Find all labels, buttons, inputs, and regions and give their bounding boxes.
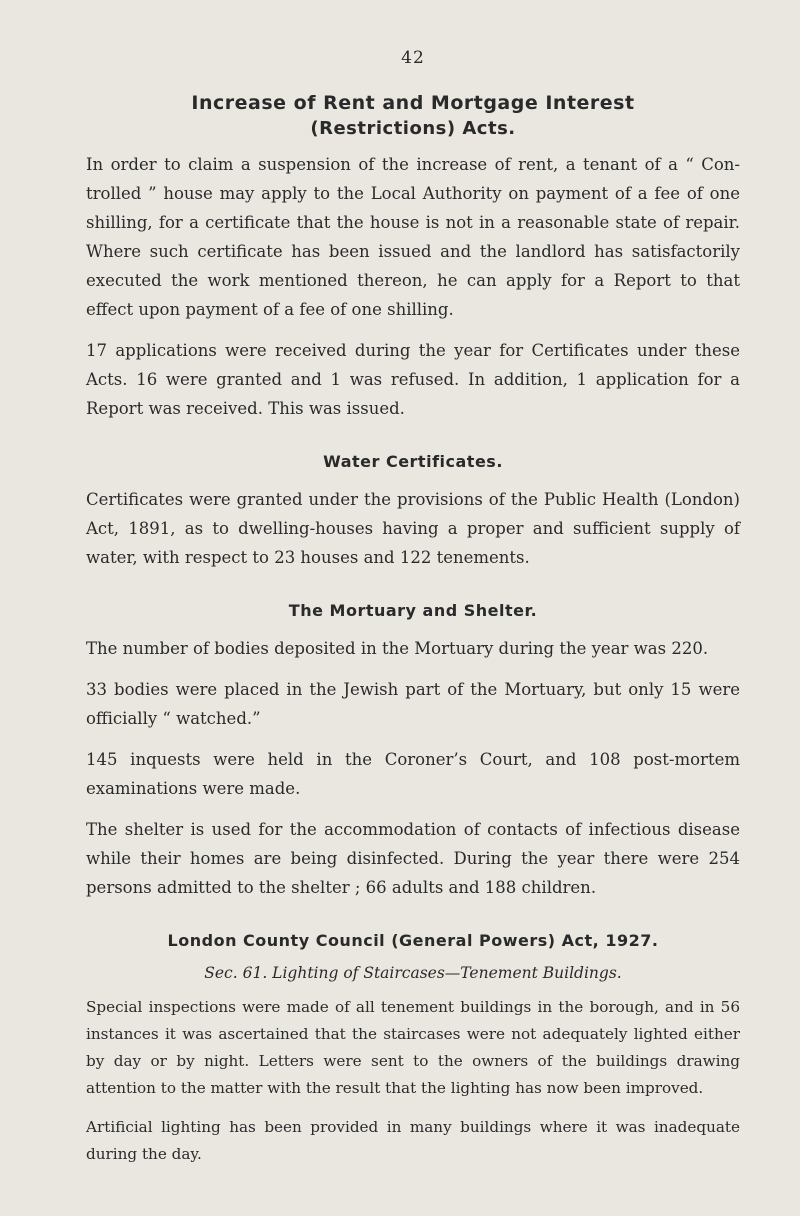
- paragraph: The shelter is used for the accommodation of contacts of infectious disease while their homes are being disinfected. During the year there were 254 persons admitted to the shelter ; 66 adults and 188 children.: [86, 820, 740, 897]
- paragraph: 17 applications were received during the year for Certificates under these Acts. 16 were granted and 1 was refused. In addition, 1 application for a Report was received. This was issued.: [86, 341, 740, 418]
- heading-mortuary-shelter: The Mortuary and Shelter.: [288, 601, 538, 620]
- section-rent-mortgage: [86, 90, 740, 423]
- paragraph: In order to claim a suspension of the increase of rent, a tenant of a “ Con- trolled ” house may apply to the Local Authority on payment of a fee of one shilling, for a certificate that the house is not in a reasonable state of repair. Where such certificate has been issued and the landlord has satisfactorily executed the work mentioned thereon, he can apply for a Report to that effect upon payment of a fee of one shilling.: [86, 155, 740, 319]
- section-lcc-act: [86, 928, 740, 1168]
- paragraph: Certificates were granted under the provisions of the Public Health (London) Act, 1891, as to dwelling-houses having a proper and sufficient supply of water, with respect to 23 houses and 122 tenements.: [86, 490, 740, 567]
- heading-rent-mortgage-sub: (Restrictions) Acts.: [310, 118, 516, 139]
- section-water-certificates: [86, 449, 740, 572]
- heading-rent-mortgage: Increase of Rent and Mortgage Interest: [191, 92, 635, 114]
- paragraph: Special inspections were made of all tenement buildings in the borough, and in 56 instances it was ascertained that the staircases were not adequately lighted either by day or by night. Letters were sent to the owners of the buildings drawing attention to the matter with the result that the lighting has now been improved.: [86, 998, 740, 1097]
- document-page: [86, 48, 740, 1180]
- paragraph: 145 inquests were held in the Coroner’s Court, and 108 post-mortem examinations were made.: [86, 750, 740, 798]
- page-number: 42: [401, 48, 425, 68]
- section-mortuary-shelter: [86, 598, 740, 902]
- paragraph: 33 bodies were placed in the Jewish part of the Mortuary, but only 15 were officially “ watched.”: [86, 680, 740, 728]
- paragraph: The number of bodies deposited in the Mortuary during the year was 220.: [86, 639, 709, 658]
- subheading-lighting-staircases: Sec. 61. Lighting of Staircases—Tenement Buildings.: [204, 964, 622, 982]
- heading-lcc-act: London County Council (General Powers) Act, 1927.: [167, 931, 659, 950]
- paragraph: Artificial lighting has been provided in many buildings where it was inadequate during the day.: [86, 1118, 740, 1163]
- heading-water-certificates: Water Certificates.: [323, 452, 503, 471]
